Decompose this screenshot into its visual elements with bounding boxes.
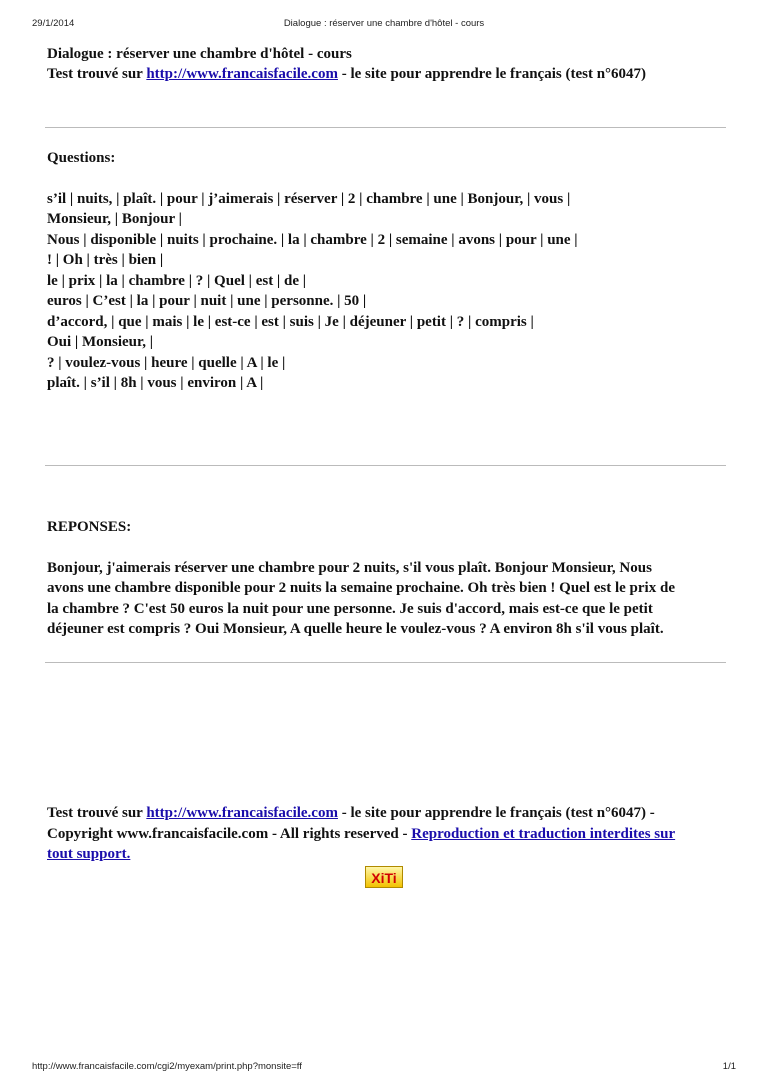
print-title: Dialogue : réserver une chambre d'hôtel - cours — [283, 18, 485, 29]
question-line: euros | C’est | la | pour | nuit | une | personne. | 50 | — [47, 293, 367, 309]
answer-line: la chambre ? C'est 50 euros la nuit pour une personne. Je suis d'accord, mais est-ce que le petit — [47, 600, 653, 617]
answer-line: Bonjour, j'aimerais réserver une chambre pour 2 nuits, s'il vous plaît. Bonjour Monsieur, Nous — [47, 559, 652, 576]
answer-line: déjeuner est compris ? Oui Monsieur, A quelle heure le voulez-vous ? A environ 8h s'il vous plaît. — [47, 621, 664, 637]
answer-line: avons une chambre disponible pour 2 nuits la semaine prochaine. Oh très bien ! Quel est le prix de — [47, 580, 675, 596]
page-number: 1/1 — [722, 1061, 736, 1072]
divider — [45, 465, 726, 466]
print-header — [32, 18, 736, 32]
answers-title: REPONSES: — [47, 519, 132, 535]
copyright-line-cont — [47, 844, 728, 865]
question-line: ! | Oh | très | bien | — [47, 252, 164, 268]
reproduction-link-cont[interactable]: tout support. — [47, 846, 131, 862]
question-line: plaît. | s’il | 8h | vous | environ | A | — [47, 375, 264, 391]
question-line: s’il | nuits, | plaît. | pour | j’aimerais | réserver | 2 | chambre | une | Bonjour, | vous | — [47, 190, 571, 207]
question-line: d’accord, | que | mais | le | est-ce | est | suis | Je | déjeuner | petit | ? | compris | — [47, 313, 534, 330]
question-line: Oui | Monsieur, | — [47, 334, 154, 350]
copyright-line: Copyright www.francaisfacile.com - All rights reserved - Reproduction et traduction interdites sur — [47, 825, 676, 842]
reproduction-link[interactable]: Reproduction et traduction interdites sur — [411, 825, 676, 842]
page-title: Dialogue : réserver une chambre d'hôtel - cours — [47, 46, 352, 62]
credits-source-link[interactable]: http://www.francaisfacile.com — [146, 805, 338, 821]
source-line: Test trouvé sur http://www.francaisfacile.com - le site pour apprendre le français (test n°6047) — [47, 66, 647, 82]
source-link[interactable]: http://www.francaisfacile.com — [146, 66, 338, 82]
print-url: http://www.francaisfacile.com/cgi2/myexam/print.php?monsite=ff — [32, 1061, 302, 1072]
divider — [45, 127, 726, 128]
credits-line: Test trouvé sur http://www.francaisfacile.com - le site pour apprendre le français (test n°6047) - — [47, 805, 655, 821]
question-line: Nous | disponible | nuits | prochaine. | la | chambre | 2 | semaine | avons | pour | une | — [47, 231, 578, 248]
question-line: le | prix | la | chambre | ? | Quel | est | de | — [47, 272, 307, 289]
divider — [45, 662, 726, 663]
xiti-badge[interactable]: XiTi — [365, 866, 403, 888]
credits-section — [47, 803, 728, 865]
answers-section — [47, 517, 728, 640]
question-line: Monsieur, | Bonjour | — [47, 211, 182, 227]
print-footer — [32, 1061, 736, 1075]
question-line: ? | voulez-vous | heure | quelle | A | le | — [47, 354, 286, 371]
intro-block — [47, 44, 728, 84]
questions-section — [47, 148, 728, 394]
questions-title: Questions: — [47, 150, 116, 166]
print-date: 29/1/2014 — [32, 18, 75, 29]
